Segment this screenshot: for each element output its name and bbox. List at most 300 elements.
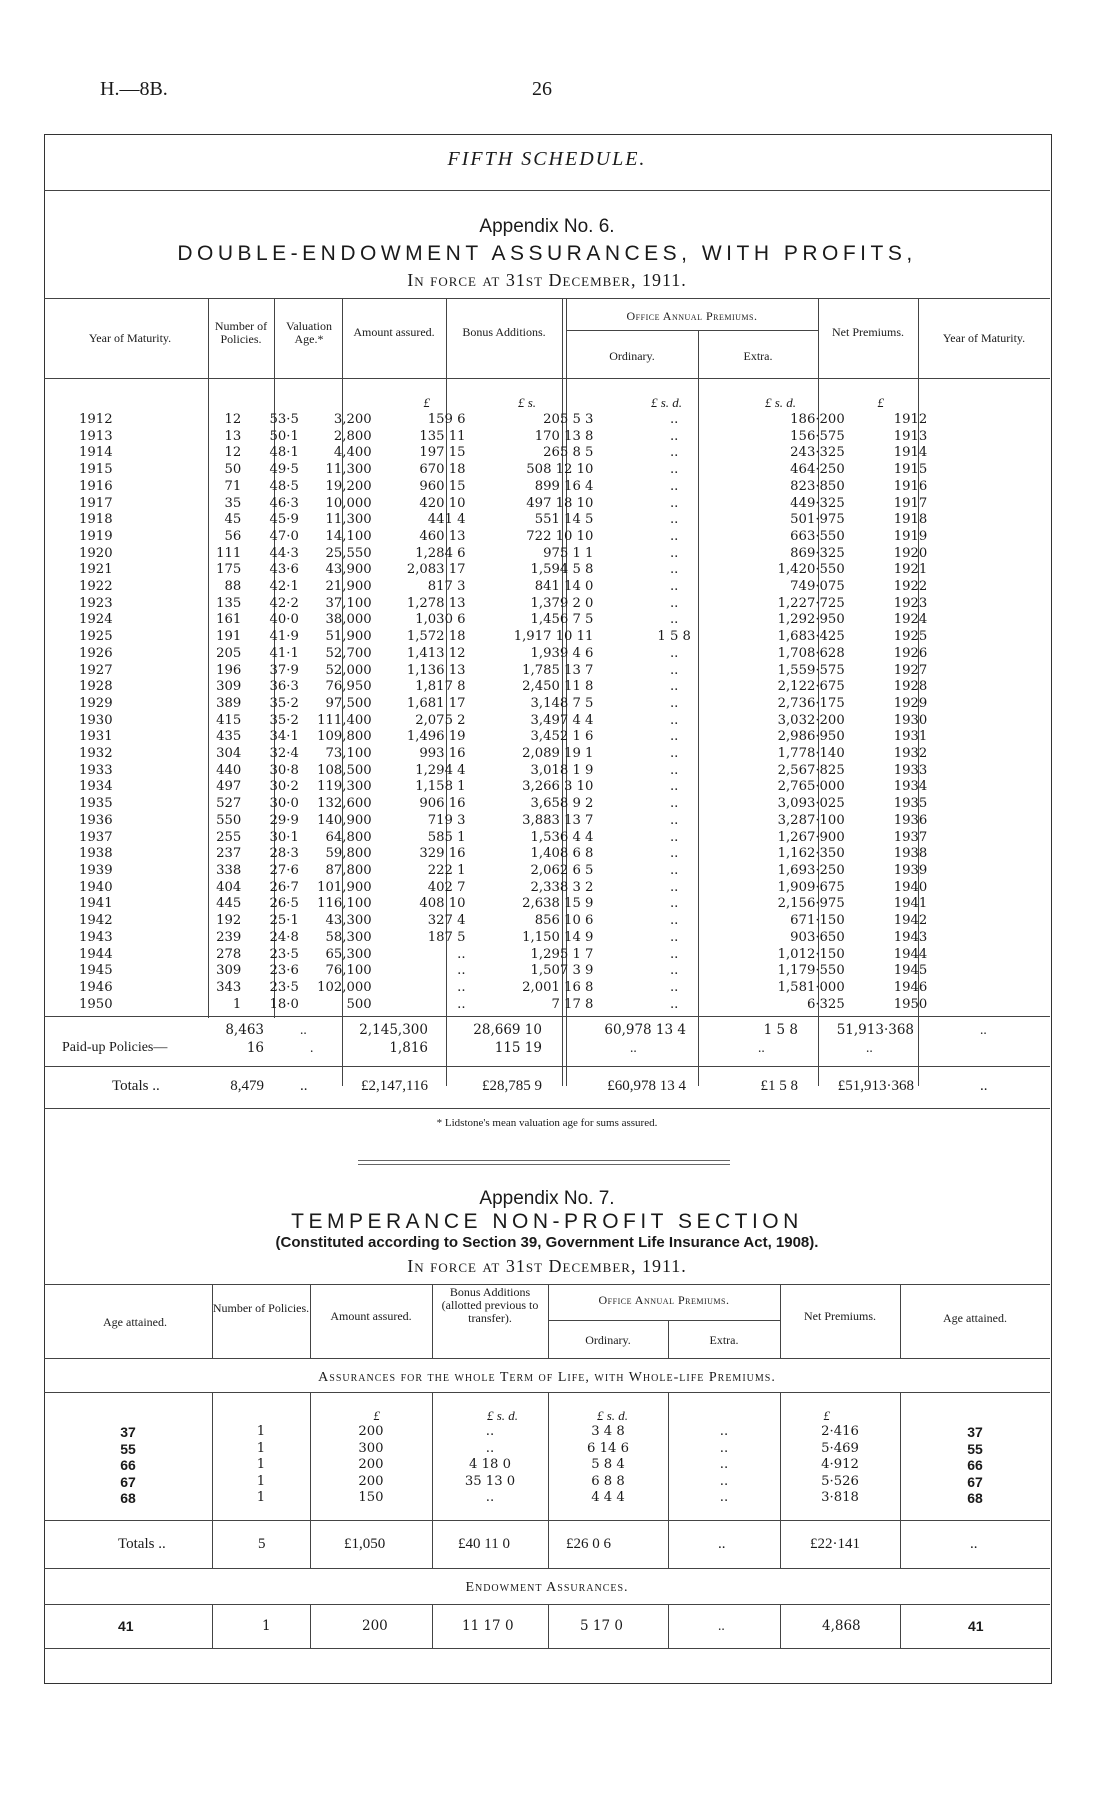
- cell-number: 338: [216, 862, 242, 878]
- divider: [44, 1568, 1050, 1569]
- unit-extra: £ s. d.: [764, 395, 796, 410]
- cell-year-right: 1922: [893, 579, 928, 595]
- table-row: [44, 412, 1050, 429]
- appendix6-title: Appendix No. 6.: [479, 216, 615, 237]
- cell-valuation: 40·0: [269, 612, 299, 628]
- unit-amount: £: [373, 1408, 380, 1423]
- cell-bonus: 1,681 17: [406, 695, 466, 711]
- separator-rule: [358, 1164, 730, 1165]
- cell-number: 12: [224, 412, 242, 427]
- unit-amount: £: [423, 395, 430, 410]
- table-row: [44, 546, 1050, 563]
- unit-net: £: [877, 395, 884, 410]
- cell-number: 50: [224, 462, 242, 478]
- cell-bonus: ..: [457, 979, 466, 995]
- cell-bonus: 817 3: [427, 579, 466, 595]
- cell-number: 1: [256, 1457, 266, 1472]
- cell-number: 404: [216, 879, 242, 895]
- cell-number: 343: [216, 979, 242, 995]
- cell-year: 1945: [79, 963, 113, 979]
- col-header-valuation: Valuation Age.*: [286, 319, 332, 346]
- col-rule: [432, 1284, 433, 1358]
- cell-year: 1946: [79, 979, 113, 995]
- cell-year: 1913: [79, 428, 113, 444]
- cell-year: 1927: [79, 662, 113, 678]
- cell-number: 389: [216, 695, 242, 711]
- cell-year-right: 1941: [893, 896, 928, 912]
- cell-bonus: ..: [485, 1424, 495, 1439]
- appendix7-constituted: (Constituted according to Section 39, Government Life Insurance Act, 1908).: [275, 1234, 819, 1251]
- col-header-age-right: Age attained.: [943, 1311, 1007, 1325]
- cell-bonus: ..: [457, 996, 466, 1012]
- cell-amount: 43,900: [325, 562, 372, 578]
- cell-ordinary: 2,338 3 2: [530, 879, 594, 895]
- cell-number: 497: [216, 779, 242, 795]
- cell-number: 304: [216, 746, 242, 762]
- cell-amount: 52,000: [325, 662, 372, 678]
- cell-valuation: 23·6: [269, 963, 299, 979]
- cell-amount: 64,800: [325, 829, 372, 845]
- cell-ordinary: 170 13 8: [534, 428, 594, 444]
- cell-net: 2,765·000: [777, 779, 845, 795]
- cell-ordinary: 2,062 6 5: [530, 862, 594, 878]
- cell-year: 1915: [79, 462, 113, 478]
- cell-amount: 119,300: [317, 779, 372, 795]
- cell-extra: ..: [719, 1424, 729, 1439]
- cell-bonus: ..: [457, 963, 466, 979]
- appendix7-subtitle: TEMPERANCE NON-PROFIT SECTION: [291, 1210, 803, 1233]
- cell-extra: ..: [669, 579, 679, 595]
- divider: [44, 1358, 1050, 1359]
- table-row: [44, 529, 1050, 546]
- cell-ordinary: 3,883 13 7: [522, 812, 594, 828]
- app7-totals-extra: ..: [718, 1536, 726, 1552]
- cell-bonus: 960 15: [419, 478, 466, 494]
- table-row: [44, 1441, 1050, 1458]
- cell-extra: ..: [669, 896, 679, 912]
- table-row: [44, 445, 1050, 462]
- cell-year: 1934: [79, 779, 113, 795]
- cell-net: 1,292·950: [777, 612, 845, 628]
- cell-valuation: 35·2: [269, 695, 299, 711]
- cell-bonus: ..: [457, 946, 466, 962]
- paidup-amount: 1,816: [389, 1040, 428, 1056]
- cell-net: 1,708·628: [777, 645, 845, 661]
- cell-number: 1: [256, 1440, 266, 1456]
- cell-amount: 101,900: [317, 879, 372, 895]
- cell-age: 68: [120, 1490, 136, 1506]
- col-header-extra: Extra.: [709, 1333, 739, 1347]
- cell-number: 13: [224, 428, 242, 444]
- cell-extra: ..: [669, 829, 679, 845]
- endow-ordinary: 5 17 0: [580, 1618, 623, 1634]
- cell-ordinary: 722 10 10: [526, 528, 594, 544]
- cell-ordinary: 5 8 4: [591, 1457, 625, 1472]
- paidup-net: ..: [866, 1040, 873, 1055]
- cell-ordinary: 1,379 2 0: [530, 595, 594, 611]
- unit-ordinary: £ s. d.: [650, 395, 682, 410]
- cell-ordinary: 3,497 4 4: [530, 712, 594, 728]
- cell-year-right: 1915: [893, 462, 928, 478]
- cell-net: 749·075: [790, 579, 845, 595]
- cell-bonus: 420 10: [419, 495, 466, 511]
- cell-year: 1916: [79, 478, 113, 494]
- table-row: [44, 612, 1050, 629]
- cell-ordinary: 551 14 5: [534, 512, 594, 528]
- paidup-label: Paid-up Policies—: [62, 1040, 168, 1055]
- divider: [44, 1016, 1050, 1017]
- cell-number: 88: [224, 579, 242, 595]
- cell-age: 37: [120, 1424, 136, 1440]
- cell-net: 823·850: [790, 478, 845, 494]
- cell-ordinary: 6 14 6: [587, 1440, 629, 1456]
- cell-year-right: 1926: [893, 645, 928, 661]
- col-header-amount: Amount assured.: [353, 325, 435, 339]
- cell-year-right: 1939: [893, 862, 928, 878]
- cell-year-right: 1912: [893, 412, 928, 427]
- cell-year-right: 1918: [893, 512, 928, 528]
- cell-ordinary: 2,089 19 1: [522, 746, 594, 762]
- cell-number: 239: [216, 929, 242, 945]
- cell-year-right: 1933: [893, 762, 928, 778]
- cell-year-right: 1913: [893, 428, 928, 444]
- cell-bonus: 460 13: [419, 528, 466, 544]
- cell-net: 1,683·425: [777, 629, 845, 645]
- cell-net: 1,559·575: [777, 662, 845, 678]
- cell-net: 1,227·725: [777, 595, 845, 611]
- cell-ordinary: 1,536 4 4: [530, 829, 594, 845]
- cell-extra: ..: [669, 662, 679, 678]
- cell-year-right: 1938: [893, 846, 928, 862]
- table-row: [44, 746, 1050, 763]
- cell-extra: ..: [669, 963, 679, 979]
- cell-year: 1940: [79, 879, 113, 895]
- endow-extra: ..: [718, 1618, 725, 1633]
- divider: [548, 1320, 780, 1321]
- cell-extra: ..: [669, 478, 679, 494]
- cell-valuation: 34·1: [269, 729, 299, 745]
- cell-amount: 76,100: [325, 963, 372, 979]
- cell-year: 1933: [79, 762, 113, 778]
- cell-valuation: 46·3: [269, 495, 299, 511]
- cell-year: 1929: [79, 695, 113, 711]
- cell-valuation: 42·1: [269, 579, 299, 595]
- cell-year: 1931: [79, 729, 113, 745]
- divider: [44, 378, 1050, 379]
- app7-totals-label: Totals ..: [118, 1536, 166, 1552]
- cell-net: 3·818: [821, 1490, 859, 1505]
- cell-number: 309: [216, 963, 242, 979]
- cell-year-right: 1932: [893, 746, 928, 762]
- cell-amount: 87,800: [325, 862, 372, 878]
- cell-number: 56: [224, 528, 242, 544]
- cell-net: 186·200: [790, 412, 845, 427]
- cell-bonus: ..: [485, 1440, 495, 1456]
- cell-year: 1924: [79, 612, 113, 628]
- cell-ordinary: 1,917 10 11: [513, 629, 594, 645]
- cell-year: 1923: [79, 595, 113, 611]
- subtotal-extra: 1 5 8: [763, 1022, 798, 1038]
- cell-year-right: 1931: [893, 729, 928, 745]
- table-row: [44, 863, 1050, 880]
- cell-extra: ..: [669, 913, 679, 929]
- cell-net: 2,567·825: [777, 762, 845, 778]
- cell-number: 161: [216, 612, 242, 628]
- cell-amount: 111,400: [317, 712, 372, 728]
- cell-bonus: 159 6: [427, 412, 466, 427]
- cell-amount: 300: [358, 1440, 384, 1456]
- cell-extra: ..: [669, 428, 679, 444]
- app7-totals-bonus: £40 11 0: [458, 1536, 510, 1552]
- cell-ordinary: 497 18 10: [526, 495, 594, 511]
- cell-extra: ..: [669, 679, 679, 695]
- cell-net: 1,909·675: [777, 879, 845, 895]
- cell-ordinary: 2,638 15 9: [522, 896, 594, 912]
- cell-amount: 51,900: [325, 629, 372, 645]
- cell-net: 1,012·150: [777, 946, 845, 962]
- app7-totals-age: ..: [970, 1536, 978, 1552]
- cell-bonus: 408 10: [419, 896, 466, 912]
- cell-year-right: 1920: [893, 545, 928, 561]
- col-header-office: Office Annual Premiums.: [626, 309, 758, 323]
- cell-extra: ..: [669, 445, 679, 461]
- col-rule: [212, 1284, 213, 1358]
- unit-bonus: £ s. d.: [486, 1408, 518, 1423]
- divider: [44, 1108, 1050, 1109]
- divider: [44, 1066, 1050, 1067]
- cell-number: 45: [224, 512, 242, 528]
- cell-extra: ..: [669, 812, 679, 828]
- cell-number: 278: [216, 946, 242, 962]
- cell-bonus: 1,413 12: [406, 645, 466, 661]
- cell-year-right: 1935: [893, 796, 928, 812]
- cell-number: 1: [256, 1424, 266, 1439]
- cell-valuation: 43·6: [269, 562, 299, 578]
- table-row: [44, 930, 1050, 947]
- cell-year-right: 1928: [893, 679, 928, 695]
- cell-extra: ..: [669, 979, 679, 995]
- cell-amount: 132,600: [317, 796, 372, 812]
- cell-number: 435: [216, 729, 242, 745]
- cell-bonus: 135 11: [419, 428, 466, 444]
- cell-net: 3,287·100: [777, 812, 845, 828]
- col-header-year-right: Year of Maturity.: [942, 331, 1026, 345]
- cell-age: 67: [120, 1473, 136, 1490]
- cell-year-right: 1950: [893, 996, 928, 1012]
- table-row: [44, 512, 1050, 529]
- cell-year: 1939: [79, 862, 113, 878]
- subtotal-year: ..: [980, 1022, 987, 1037]
- cell-net: 1,420·550: [777, 562, 845, 578]
- cell-year-right: 1921: [893, 562, 928, 578]
- cell-bonus: 222 1: [427, 862, 466, 878]
- divider: [566, 330, 818, 331]
- cell-net: 5·526: [821, 1473, 859, 1489]
- cell-valuation: 41·1: [269, 645, 299, 661]
- cell-extra: ..: [669, 846, 679, 862]
- cell-valuation: 29·9: [269, 812, 299, 828]
- cell-amount: 58,300: [325, 929, 372, 945]
- divider: [44, 190, 1050, 191]
- appendix6-in-force: In force at 31st December, 1911.: [407, 270, 687, 290]
- cell-year: 1918: [79, 512, 113, 528]
- cell-extra: ..: [669, 996, 679, 1012]
- cell-number: 196: [216, 662, 242, 678]
- cell-ordinary: 6 8 8: [591, 1473, 625, 1489]
- endow-number: 1: [262, 1618, 271, 1634]
- cell-net: 671·150: [790, 913, 845, 929]
- cell-age: 66: [120, 1457, 136, 1473]
- cell-age-right: 66: [967, 1457, 983, 1473]
- table-row: [44, 579, 1050, 596]
- footnote: * Lidstone's mean valuation age for sums assured.: [436, 1117, 658, 1129]
- cell-year-right: 1946: [893, 979, 928, 995]
- cell-amount: 59,800: [325, 846, 372, 862]
- table-row: [44, 1490, 1050, 1507]
- cell-age-right: 55: [967, 1440, 983, 1457]
- col-header-bonus: Bonus Additions.: [462, 325, 546, 339]
- cell-extra: ..: [669, 545, 679, 561]
- cell-year: 1932: [79, 746, 113, 762]
- table-row: [44, 562, 1050, 579]
- cell-extra: ..: [669, 595, 679, 611]
- cell-net: 2,986·950: [777, 729, 845, 745]
- cell-amount: 200: [358, 1424, 384, 1439]
- endow-bonus: 11 17 0: [462, 1618, 514, 1634]
- cell-amount: 43,300: [325, 913, 372, 929]
- col-header-office: Office Annual Premiums.: [598, 1293, 730, 1307]
- cell-ordinary: 1,456 7 5: [530, 612, 594, 628]
- cell-extra: 1 5 8: [657, 629, 691, 645]
- cell-bonus: 2,083 17: [406, 562, 466, 578]
- cell-number: 255: [216, 829, 242, 845]
- cell-extra: ..: [669, 562, 679, 578]
- cell-amount: 4,400: [333, 445, 372, 461]
- cell-extra: ..: [669, 512, 679, 528]
- cell-year: 1942: [79, 913, 113, 929]
- col-header-bonus: Bonus Additions (allotted previous to transfer).: [441, 1285, 539, 1325]
- cell-valuation: 37·9: [269, 662, 299, 678]
- cell-bonus: 585 1: [427, 829, 466, 845]
- cell-age-right: 37: [967, 1424, 983, 1440]
- cell-valuation: 50·1: [269, 428, 299, 444]
- cell-year: 1930: [79, 712, 113, 728]
- cell-valuation: 24·8: [269, 929, 299, 945]
- cell-net: 3,032·200: [777, 712, 845, 728]
- table-row: [44, 462, 1050, 479]
- paidup-row: [0, 1040, 1114, 1060]
- cell-amount: 52,700: [325, 645, 372, 661]
- cell-number: 527: [216, 796, 242, 812]
- cell-number: 237: [216, 846, 242, 862]
- cell-age-right: 68: [967, 1490, 983, 1506]
- cell-amount: 37,100: [325, 595, 372, 611]
- cell-valuation: 42·2: [269, 595, 299, 611]
- cell-number: 550: [216, 812, 242, 828]
- cell-bonus: 670 18: [419, 462, 466, 478]
- cell-bonus: 4 18 0: [469, 1457, 511, 1472]
- cell-year: 1943: [79, 929, 113, 945]
- cell-amount: 19,200: [325, 478, 372, 494]
- cell-bonus: 1,496 19: [406, 729, 466, 745]
- cell-year: 1944: [79, 946, 113, 962]
- cell-number: 415: [216, 712, 242, 728]
- cell-ordinary: 3,266 3 10: [522, 779, 594, 795]
- cell-net: 1,267·900: [777, 829, 845, 845]
- subtotal-amount: 2,145,300: [359, 1022, 428, 1038]
- cell-valuation: 36·3: [269, 679, 299, 695]
- table-row: [44, 1424, 1050, 1441]
- table-row: [44, 980, 1050, 997]
- cell-extra: ..: [669, 762, 679, 778]
- temperance-table: [44, 1424, 1050, 1507]
- cell-amount: 10,000: [325, 495, 372, 511]
- cell-net: 449·325: [790, 495, 845, 511]
- cell-net: 5·469: [821, 1440, 859, 1456]
- cell-amount: 150: [358, 1490, 384, 1505]
- cell-number: 192: [216, 913, 242, 929]
- cell-ordinary: 2,450 11 8: [522, 679, 594, 695]
- subtotal-bonus: 28,669 10: [473, 1022, 542, 1038]
- cell-number: 1: [256, 1473, 266, 1489]
- cell-ordinary: 1,785 13 7: [522, 662, 594, 678]
- table-row: [44, 963, 1050, 980]
- cell-year-right: 1934: [893, 779, 928, 795]
- cell-year-right: 1930: [893, 712, 928, 728]
- cell-year-right: 1944: [893, 946, 928, 962]
- cell-net: 663·550: [790, 528, 845, 544]
- table-row: [44, 913, 1050, 930]
- cell-valuation: 53·5: [269, 412, 299, 427]
- cell-ordinary: 508 12 10: [526, 462, 594, 478]
- cell-number: 1: [256, 1490, 266, 1505]
- cell-ordinary: 1,507 3 9: [530, 963, 594, 979]
- table-row: [44, 596, 1050, 613]
- app7-totals-ordinary: £26 0 6: [566, 1536, 611, 1552]
- cell-bonus: 329 16: [419, 846, 466, 862]
- cell-number: 71: [224, 478, 242, 494]
- cell-year-right: 1916: [893, 478, 928, 494]
- appendix7-title: Appendix No. 7.: [479, 1188, 615, 1209]
- cell-valuation: 32·4: [269, 746, 299, 762]
- paidup-valuation: .: [310, 1040, 314, 1055]
- cell-age: 55: [120, 1440, 136, 1457]
- table-row: [44, 679, 1050, 696]
- table-row: [44, 646, 1050, 663]
- cell-bonus: 1,030 6: [415, 612, 466, 628]
- unit-net: £: [823, 1408, 830, 1423]
- cell-year-right: 1942: [893, 913, 928, 929]
- app7-totals-number: 5: [258, 1536, 266, 1552]
- cell-valuation: 25·1: [269, 913, 299, 929]
- cell-net: 2,122·675: [777, 679, 845, 695]
- cell-valuation: 41·9: [269, 629, 299, 645]
- cell-ordinary: 899 16 4: [534, 478, 594, 494]
- cell-bonus: 1,278 13: [406, 595, 466, 611]
- cell-amount: 116,100: [317, 896, 372, 912]
- cell-number: 445: [216, 896, 242, 912]
- cell-net: 501·975: [790, 512, 845, 528]
- cell-valuation: 27·6: [269, 862, 299, 878]
- cell-ordinary: 3,658 9 2: [530, 796, 594, 812]
- subtotal-valuation: ..: [300, 1022, 307, 1037]
- table-row: [44, 813, 1050, 830]
- cell-net: 3,093·025: [777, 796, 845, 812]
- cell-year: 1941: [79, 896, 113, 912]
- cell-number: 205: [216, 645, 242, 661]
- cell-valuation: 44·3: [269, 545, 299, 561]
- cell-ordinary: 975 1 1: [543, 545, 594, 561]
